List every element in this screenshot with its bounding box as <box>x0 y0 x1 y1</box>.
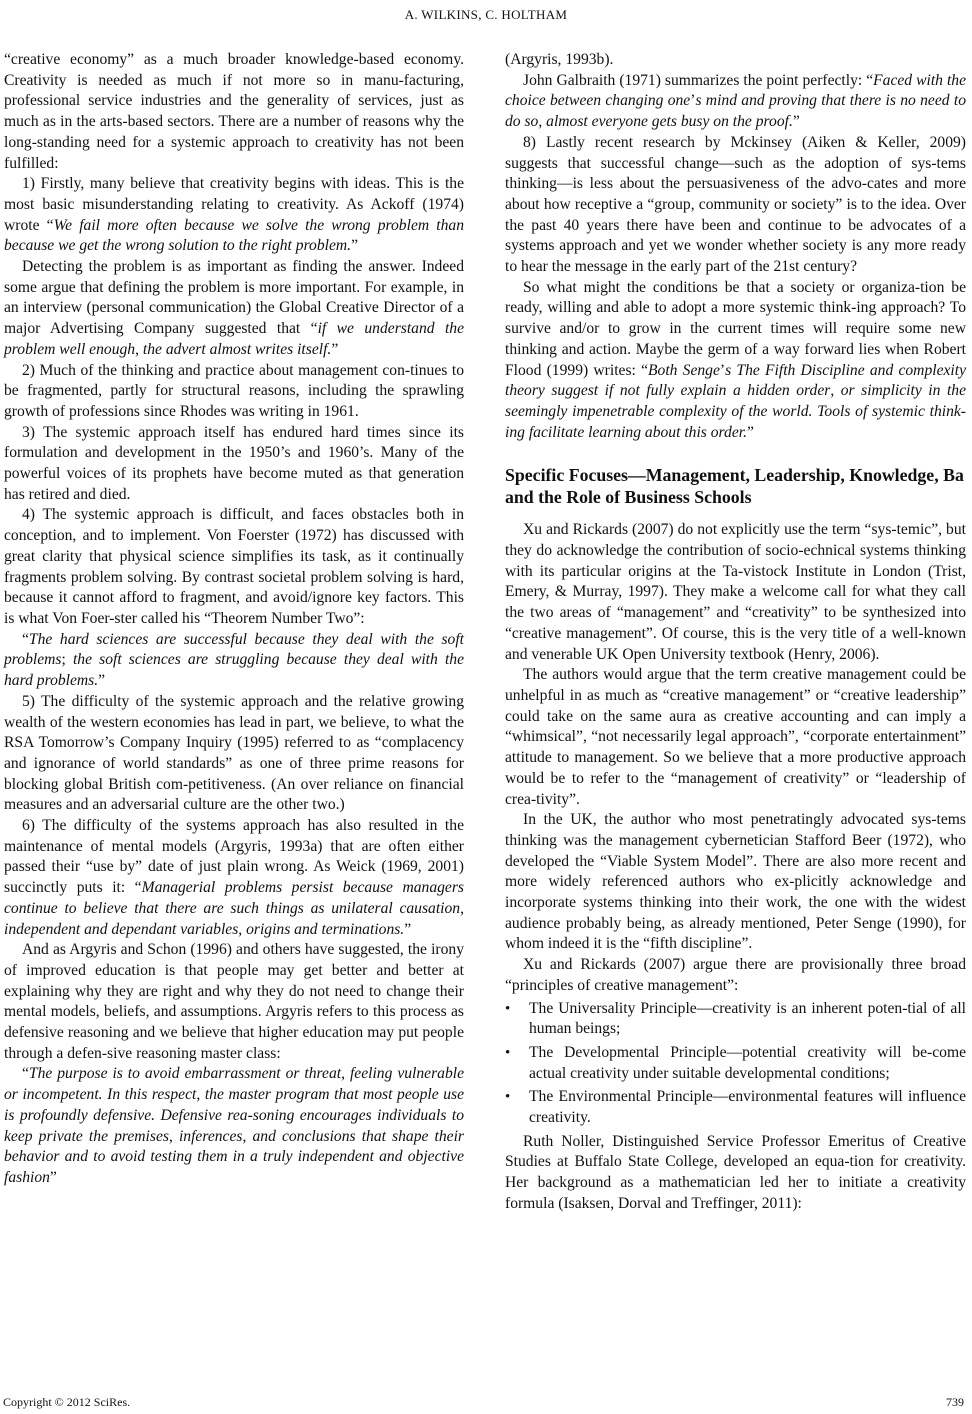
section-heading: Specific Focuses—Management, Leadership, Knowledge, Ba and the Role of Business Schools <box>505 465 964 507</box>
paragraph: Xu and Rickards (2007) do not explicitly use the term “sys-temic”, but they do acknowledge the contribution of socio-echnical systems thinking with its particular origins at the Ta-vistock Institute in London (Trist, Emery, & Murray, 1997). They make a welcome call for what they call the two areas of “management” and “creativity” to be synthesized into “creative management”. Of course, this is the very title of a well-known and venerable UK Open University textbook (Henry, 2006). <box>505 521 966 663</box>
paragraph: 8) Lastly recent research by Mckinsey (Aiken & Keller, 2009) suggests that successful change—such as the adoption of sys-tems thinking—is less about the persuasiveness of the advo-cates and more about how receptive a “group, community or society” is to the idea. Over the past 40 years there have been and continue to be advocates of a systems approach and yet we wonder whether society is any more ready to hear the message in the early part of the 21st century? <box>505 133 966 276</box>
paragraph: 4) The systemic approach is difficult, and faces obstacles both in conception, and to implement. Von Foerster (1972) has discussed with great clarity that physical science simplifies its task, as it continually fragments problem solving. By contrast societal problem solving is hard, because it cannot afford to fragment, and avoid/ignore key factors. This is what Von Foer-ster called his “Theorem Number Two”: <box>4 506 464 627</box>
running-head: A. WILKINS, C. HOLTHAM <box>404 7 568 22</box>
paragraph: “creative economy” as a much broader knowledge-based economy. Creativity is needed as much if not more so in manu-facturing, professional service industries and the generality of services, just as much as in the arts-based sectors. There are a number of reasons why the long-standing need for a systemic approach to creativity has not been fulfilled: <box>4 51 464 172</box>
closing-paragraph: Ruth Noller, Distinguished Service Professor Emeritus of Creative Studies at Buffalo State College, developed an equa-tion for creativity. Her background as a mathematician led her to initiate a creativity formula (Isaksen, Dorval and Treffinger, 2011): <box>505 1132 966 1212</box>
list-item: • The Developmental Principle—potential creativity will be-come actual creativity under suitable developmental conditions; <box>505 1043 966 1084</box>
paragraph: 3) The systemic approach itself has endured hard times since its formulation and development in the 1950’s and 1960’s. Many of the powerful voices of its prophets have become muted as that generation has retired and died. <box>4 423 464 503</box>
paragraph: “The purpose is to avoid embarrassment or threat, feeling vulnerable or incompetent. In this respect, the master program that most people use is profoundly defensive. Defensive rea-soning encourages individuals to keep private the premises, inferences, and conclusions that shape their behavior and to avoid testing them in a truly independent and objective fashion” <box>4 1065 465 1186</box>
list-item: • The Universality Principle—creativity is an inherent poten-tial of all human beings; <box>505 999 966 1040</box>
paragraph: Detecting the problem is as important as finding the answer. Indeed some argue that defining the problem is more important. For example, in an interview (personal communication) the Global Creative Director of a major Advertising Company suggested that “if we understand the problem well enough, the advert almost writes itself.” <box>4 258 465 358</box>
left-column <box>4 50 464 1189</box>
paragraph: In the UK, the author who most penetratingly advocated sys-tems thinking was the management cybernetician Stafford Beer (1972), who developed the “Viable System Model”. There are also more recent and more widely referenced authors who ex-plicitly acknowledge and incorporate systems thinking into their work, the one with the widest audience probably being, as already mentioned, Peter Senge (1990), for whom indeed it is the “fifth discipline”. <box>505 811 966 953</box>
paragraph: “The hard sciences are successful because they deal with the soft problems; the soft sciences are struggling because they deal with the hard problems.” <box>4 630 465 690</box>
paragraph: 2) Much of the thinking and practice about management con-tinues to be fragmented, partly for structural reasons, including the sprawling growth of professions since Rhodes was writing in 1961. <box>4 361 464 420</box>
list-item: • The Environmental Principle—environmental features will influence creativity. <box>505 1087 966 1128</box>
copyright-notice: Copyright © 2012 SciRes. <box>3 1395 131 1409</box>
paragraph: 6) The difficulty of the systems approach has also resulted in the maintenance of mental models (Argyris, 1993a) that are often either passed their “use by” date of just plain wrong. As Weick (1969, 2001) succinctly puts it: “Managerial problems persist because managers continue to believe that there are such things as unilateral causation, independent and dependant variables, origins and terminations.” <box>4 817 464 938</box>
paragraph: 1) Firstly, many believe that creativity begins with ideas. This is the most basic misunderstanding relating to creativity. As Ackoff (1974) wrote “We fail more often because we solve the wrong problem than because we get the wrong solution to the right problem.” <box>4 175 464 255</box>
paragraph: So what might the conditions be that a society or organiza-tion be ready, willing and able to adopt a more systemic think-ing approach? To survive and/or to grow in the current times will require some new thinking and action. Maybe the germ of a way forward lies when Robert Flood (1999) writes: “Both Senge’s The Fifth Discipline and complexity theory suggest if not fully explain a hidden order, or simplicity in the seemingly impenetrable complexity of the world. Tools of systemic think-ing facilitate learning about this order.” <box>505 278 967 441</box>
right-column <box>505 50 966 1215</box>
paragraph: The authors would argue that the term creative management could be unhelpful in as much as “creative management” or “creative leadership” could take on the same aura as creative accounting and can imply a “whimsical”, “not necessarily legal approach”, “corporate entertainment” attitude to management. So we believe that a more productive approach would be to refer to the “management of creativity” or “leadership of crea-tivity”. <box>505 666 966 808</box>
page-number: 739 <box>946 1395 964 1409</box>
paragraph: John Galbraith (1971) summarizes the point perfectly: “Faced with the choice between changing one’s mind and proving that there is no need to do so, almost everyone gets busy on the proof.” <box>505 71 967 131</box>
right-column-top <box>505 50 966 443</box>
right-column-bottom <box>505 520 966 996</box>
paragraph: 5) The difficulty of the systemic approach and the relative growing wealth of the western economies has lead in part, we believe, to what the RSA Tomorrow’s Company Inquiry (1995) referred to as “complacency and ignorance of world standards” as one of three prime reasons for blocking global British com-petitiveness. (An over reliance on financial measures and an adversarial culture are the other two.) <box>4 692 464 814</box>
paragraph: Xu and Rickards (2007) argue there are provisionally three broad “principles of creative management”: <box>505 956 966 994</box>
paragraph: And as Argyris and Schon (1996) and others have suggested, the irony of improved education is that people may get better and better at explaining why they are right and why they do not need to change their mental models, beliefs, and assumptions. Argyris refers to this process as defensive reasoning and we believe that higher education may put people through a defen-sive reasoning master class: <box>4 941 464 1062</box>
paragraph: (Argyris, 1993b). <box>505 51 614 68</box>
principles-list <box>505 999 966 1129</box>
